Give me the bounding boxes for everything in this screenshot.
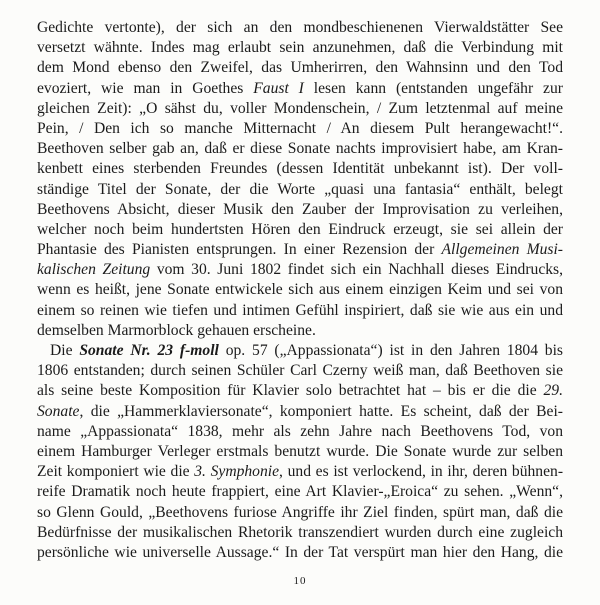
text-line	[37, 422, 563, 442]
text-line	[37, 260, 563, 280]
text-line	[37, 99, 563, 119]
text-line	[37, 321, 563, 341]
text-line	[37, 18, 563, 38]
text-segment: lesen kann (entstanden ungefähr zur	[303, 79, 563, 97]
text-segment: als seine beste Komposition für Klavier solo betrachtet hat – bis er die die	[37, 382, 544, 400]
page-number: 10	[293, 575, 307, 587]
text-segment: evoziert, wie man in Goethes	[37, 79, 254, 97]
text-segment: Pein, / Den ich so manche Mitternacht / An diesem Pult herangewacht!“.	[37, 119, 563, 137]
text-segment: dem Mond ebenso den Zweifel, das Umherirren, den Wahnsinn und den Tod	[37, 59, 563, 77]
text-segment: , die „Hammerklaviersonate“, komponiert hatte. Es scheint, daß der Bei-	[79, 402, 563, 420]
text-segment: Gedichte vertonte), der sich an den mondbeschienenen Vierwaldstätter See	[37, 19, 563, 36]
text-segment: Beethoven selber gab an, daß er diese Sonate nachts improvisiert habe, am Kran-	[37, 140, 563, 158]
text-segment: demselben Marmorblock gehauen erscheine.	[37, 321, 316, 339]
text-line	[37, 402, 563, 422]
text-segment: name „Appassionata“ 1838, mehr als zehn Jahre nach Beethovens Tod, von	[37, 422, 563, 440]
text-segment: 29.	[543, 382, 563, 400]
text-segment: Beethovens Absicht, dieser Musik den Zauber der Improvisation zu verleihen,	[37, 200, 563, 218]
text-segment: 3. Symphonie	[194, 463, 280, 481]
paragraph-1	[37, 18, 563, 341]
text-line	[37, 159, 563, 179]
text-line	[37, 523, 563, 543]
text-segment: versetzt wähnte. Indes mag erlaubt sein anzunehmen, daß die Verbindung mit	[37, 39, 563, 57]
text-line	[37, 543, 563, 563]
text-segment: Zeit komponiert wie die	[37, 463, 195, 481]
text-line	[37, 240, 563, 260]
text-line	[37, 280, 563, 300]
text-line	[37, 442, 563, 462]
text-segment: 1806 entstanden; durch seinen Schüler Carl Czerny weiß man, daß Beethoven sie	[37, 362, 563, 380]
text-line	[37, 139, 563, 159]
text-segment: einem so reinen wie tiefen und intimen Gefühl inspiriert, daß sie wie aus ein und	[37, 301, 563, 319]
text-segment: , und es ist verlockend, in ihr, deren bühnen-	[279, 463, 563, 481]
text-segment: vom 30. Juni 1802 findet sich ein Nachhall dieses Eindrucks,	[150, 261, 563, 279]
text-line	[37, 220, 563, 240]
text-line	[37, 381, 563, 401]
text-segment: op. 57 („Appassionata“) ist in den Jahren 1804 bis	[218, 342, 563, 359]
text-segment: ständige Titel der Sonate, der die Worte „quasi una fantasia“ enthält, belegt	[37, 180, 563, 198]
text-line	[37, 462, 563, 482]
text-segment: Die	[50, 342, 80, 359]
text-line	[37, 301, 563, 321]
text-segment: Bedürfnisse der musikalischen Rhetorik transzendiert wurden durch eine zugleich	[37, 523, 563, 541]
text-line	[37, 200, 563, 220]
text-line	[37, 119, 563, 139]
paragraph-2	[37, 341, 563, 563]
text-segment: Sonate Nr. 23 f-moll	[79, 342, 219, 359]
text-segment: persönliche wie universelle Aussage.“ In der Tat verspürt man hier den Hang, die	[37, 543, 563, 561]
text-segment: welcher noch beim hundertsten Hören den Eindruck erzeugt, sie sei allein der	[37, 220, 563, 238]
text-segment: so Glenn Gould, „Beethovens furiose Angriffe ihr Ziel finden, spürt man, daß die	[37, 503, 563, 521]
page-text	[37, 18, 563, 563]
text-segment: Sonate	[37, 402, 80, 420]
text-segment: gleichen Zeit): „O sähst du, voller Mondenschein, / Zum letztenmal auf meine	[37, 99, 563, 117]
text-line	[37, 180, 563, 200]
text-segment: kalischen Zeitung	[37, 261, 151, 279]
text-segment: Faust I	[253, 79, 304, 97]
text-line	[37, 361, 563, 381]
text-line	[37, 58, 563, 78]
text-segment: wenn es heißt, jene Sonate entwickele sich aus einem einzigen Keim und sei von	[37, 281, 563, 299]
text-line	[37, 503, 563, 523]
text-line	[37, 341, 563, 361]
text-segment: Allgemeinen Musi-	[441, 241, 563, 259]
text-line	[37, 38, 563, 58]
text-line	[37, 79, 563, 99]
text-line	[37, 482, 563, 502]
text-segment: kenbett eines sterbenden Freundes (dessen Identität unbekannt ist). Der voll-	[37, 160, 563, 178]
text-segment: reife Dramatik noch heute frappiert, eine Art Klavier-„Eroica“ zu sehen. „Wenn“,	[37, 483, 563, 501]
text-segment: einem Hamburger Verleger erstmals benutzt wurde. Die Sonate wurde zur selben	[37, 442, 563, 460]
text-segment: Phantasie des Pianisten entsprungen. In einer Rezension der	[37, 241, 442, 259]
